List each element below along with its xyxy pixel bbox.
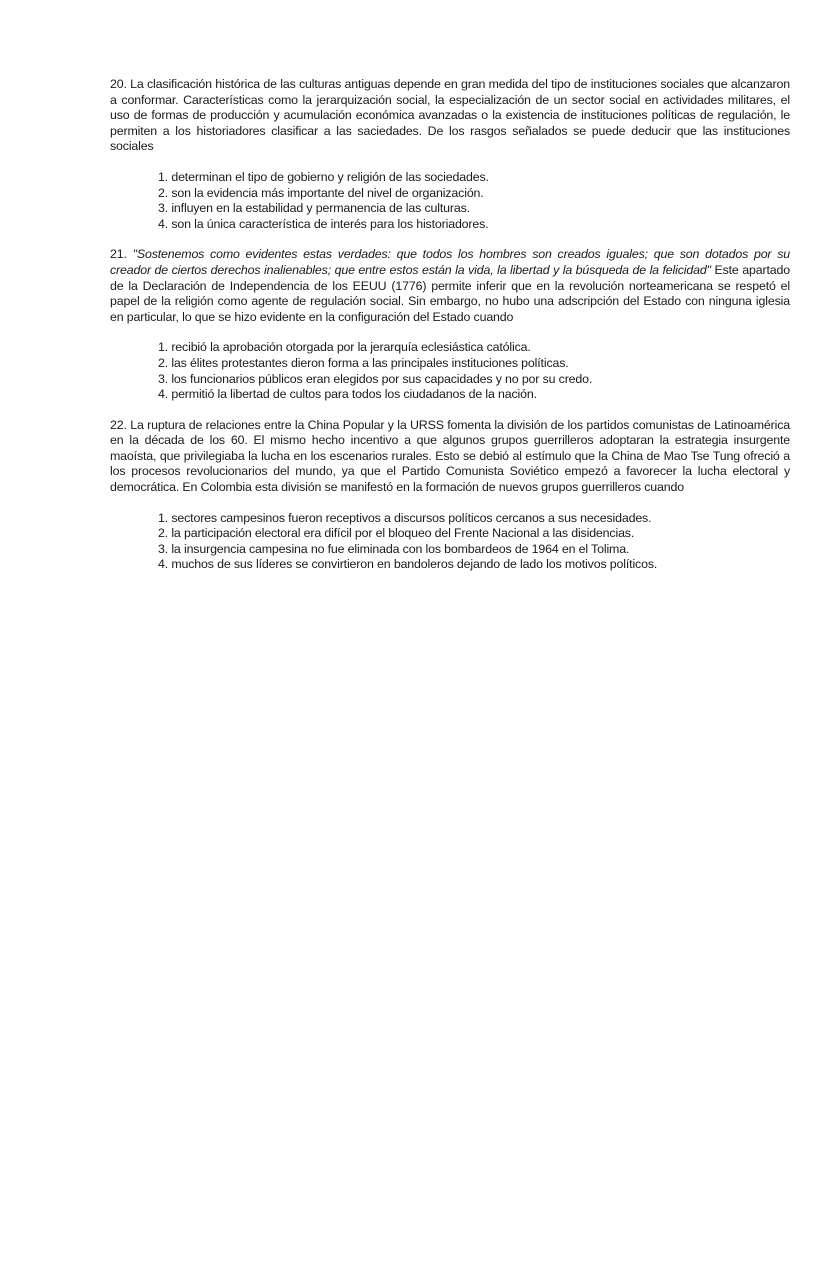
question-stem: La ruptura de relaciones entre la China Popular y la URSS fomenta la división de los partidos comunistas de Latinoamérica en la década de los 60. El mismo hecho incentivo a que algunos grupos guerrilleros adoptaran la estrategia insurgente maoísta, que privilegiaba la lucha en los escenarios rurales. Esto se debió al estímulo que la China de Mao Tse Tung ofreció a los procesos revolucionarios del mundo, ya que el Partido Comunista Soviético empezó a favorecer la lucha electoral y democrática. En Colombia esta división se manifestó en la formación de nuevos grupos guerrilleros cuando [110, 417, 790, 495]
question-number: 21. [110, 247, 127, 262]
option: 2. las élites protestantes dieron forma a las principales instituciones políticas. [158, 355, 569, 370]
option: 1. determinan el tipo de gobierno y religión de las sociedades. [158, 169, 489, 184]
question-quote: "Sostenemos como evidentes estas verdades: que todos los hombres son creados iguales; que son dotados por su creador de ciertos derechos inalienables; que entre estos están la vida, la libertad y la búsqueda de la felicidad" [110, 247, 791, 277]
options-list [110, 170, 790, 232]
option: 3. influyen en la estabilidad y permanencia de las culturas. [158, 201, 470, 216]
option: 3. la insurgencia campesina no fue eliminada con los bombardeos de 1964 en el Tolima. [158, 541, 630, 556]
question-22 [110, 418, 790, 496]
option: 2. son la evidencia más importante del nivel de organización. [158, 185, 484, 200]
question-number: 20. [110, 77, 127, 91]
option: 1. recibió la aprobación otorgada por la jerarquía eclesiástica católica. [158, 340, 531, 355]
question-stem: La clasificación histórica de las culturas antiguas depende en gran medida del tipo de instituciones sociales que alcanzaron a conformar. Características como la jerarquización social, la especialización de un sector social en actividades militares, el uso de formas de producción y acumulación económica avanzadas o la existencia de instituciones políticas de regulación, le permiten a los historiadores clasificar a las saciedades. De los rasgos señalados se puede deducir que las instituciones sociales [110, 77, 790, 154]
option: 4. muchos de sus líderes se convirtieron en bandoleros dejando de lado los motivos políticos. [158, 557, 658, 572]
options-list [110, 340, 790, 402]
question-number: 22. [110, 417, 127, 432]
question-20 [110, 77, 790, 155]
options-list [110, 511, 790, 573]
question-21 [110, 247, 790, 325]
option: 4. permitió la libertad de cultos para todos los ciudadanos de la nación. [158, 387, 537, 402]
option: 3. los funcionarios públicos eran elegidos por sus capacidades y no por su credo. [158, 371, 593, 386]
document-page [110, 77, 790, 588]
question-stem: Este apartado de la Declaración de Independencia de los EEUU (1776) permite inferir que en la revolución norteamericana se respetó el papel de la religión como agente de regulación social. Sin embargo, no hubo una adscripción del Estado con ninguna iglesia en particular, lo que se hizo evidente en la configuración del Estado cuando [110, 262, 790, 324]
option: 1. sectores campesinos fueron receptivos a discursos políticos cercanos a sus necesidades. [158, 510, 652, 525]
option: 4. son la única característica de interés para los historiadores. [158, 216, 489, 231]
option: 2. la participación electoral era difícil por el bloqueo del Frente Nacional a las disidencias. [158, 526, 635, 541]
